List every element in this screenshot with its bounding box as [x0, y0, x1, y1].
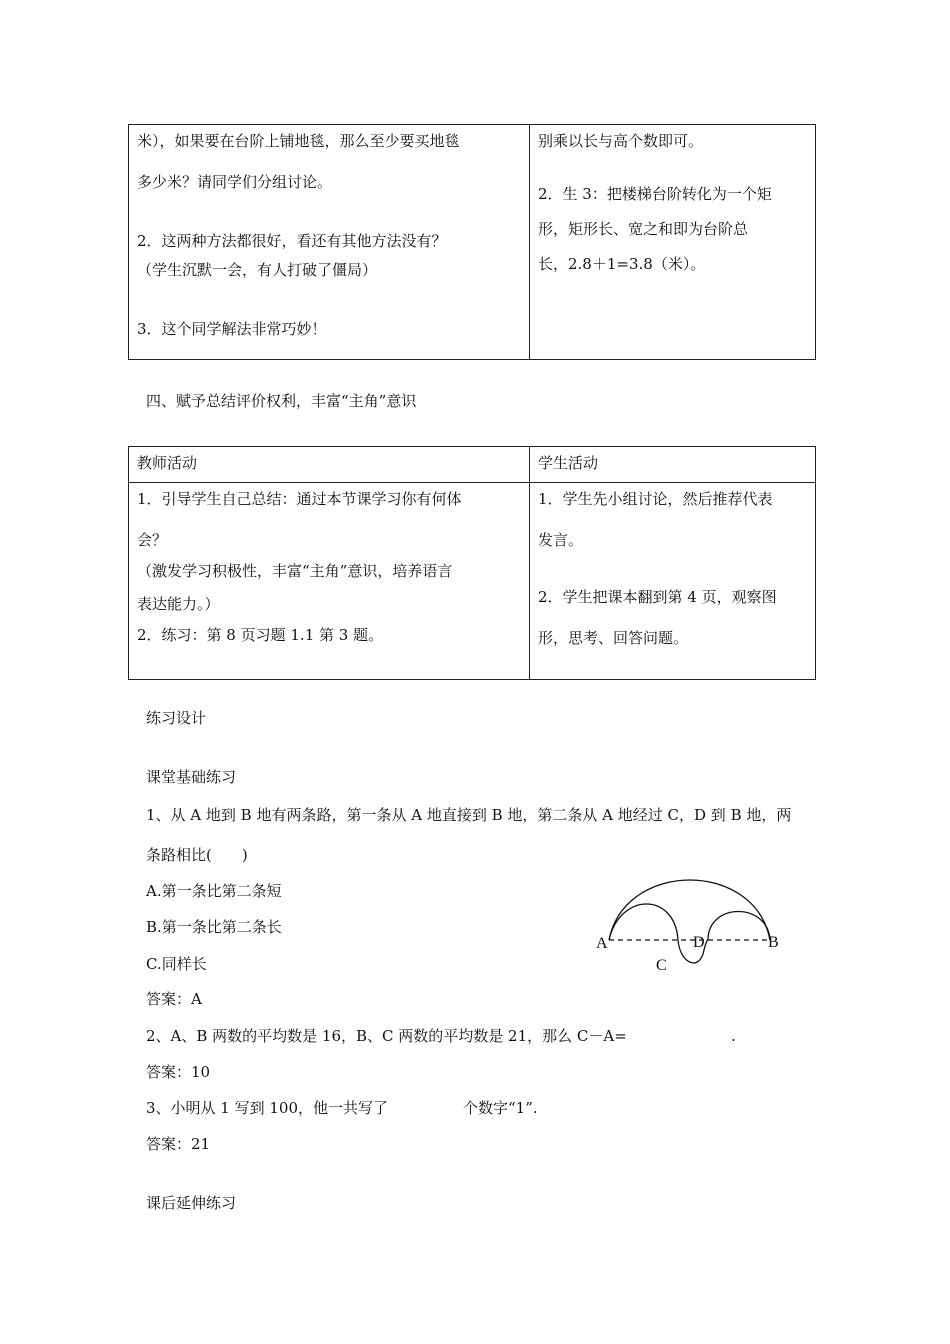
basic-practice-heading: 课堂基础练习	[146, 768, 237, 786]
text-line: （学生沉默一会，有人打破了僵局）	[137, 261, 378, 279]
question-1-line-1: 1、从 A 地到 B 地有两条路，第一条从 A 地直接到 B 地，第二条从 A 地经过 C，D 到 B 地，两	[146, 806, 792, 824]
text-line: 2．生 3：把楼梯台阶转化为一个矩	[538, 185, 772, 203]
text-line: （激发学习积极性，丰富“主角”意识，培养语言	[137, 562, 453, 580]
route-3-left-arc	[609, 904, 678, 940]
text-line: 长，2.8＋1=3.8（米）。	[538, 255, 706, 273]
text-line: 会？	[137, 531, 168, 549]
summary-table	[128, 446, 816, 680]
label-d: D	[693, 934, 705, 951]
option-a: A.第一条比第二条短	[146, 882, 282, 900]
text-line: 形，思考、回答问题。	[538, 629, 689, 647]
extension-practice-heading: 课后延伸练习	[146, 1194, 237, 1212]
header-teacher: 教师活动	[129, 447, 530, 483]
answer-1: 答案：A	[146, 990, 202, 1008]
text-line: 表达能力。）	[137, 595, 220, 613]
question-2: 2、A、B 两数的平均数是 16，B、C 两数的平均数是 21，那么 C－A=	[146, 1027, 627, 1045]
teacher-activity-cell	[129, 125, 530, 360]
text-line: 发言。	[538, 531, 584, 549]
text-line: 米），如果要在台阶上铺地毯，那么至少要买地毯	[137, 132, 460, 150]
question-1-line-2: 条路相比( )	[146, 846, 248, 864]
option-c: C.同样长	[146, 955, 207, 973]
question-3-part-2: 个数字“1”.	[463, 1099, 538, 1117]
question-3-part-1: 3、小明从 1 写到 100，他一共写了	[146, 1099, 389, 1117]
text-line: 2．练习：第 8 页习题 1.1 第 3 题。	[137, 626, 384, 644]
section-heading: 四、赋予总结评价权利，丰富“主角”意识	[146, 392, 417, 410]
text-line: 2．这两种方法都很好，看还有其他方法没有？	[137, 232, 447, 250]
label-a: A	[596, 935, 608, 952]
label-b: B	[768, 934, 779, 951]
option-b: B.第一条比第二条长	[146, 918, 282, 936]
text-line: 形，矩形长、宽之和即为台阶总	[538, 220, 749, 238]
header-student: 学生活动	[530, 447, 816, 483]
teacher-activity-cell	[129, 483, 530, 680]
text-line: 1．学生先小组讨论，然后推荐代表	[538, 490, 773, 508]
label-c: C	[656, 957, 667, 974]
text-line: 2．学生把课本翻到第 4 页，观察图	[538, 588, 777, 606]
text-line: 别乘以长与高个数即可。	[538, 132, 704, 150]
student-activity-cell	[530, 125, 816, 360]
text-line: 1．引导学生自己总结：通过本节课学习你有何体	[137, 490, 462, 508]
answer-3: 答案：21	[146, 1135, 211, 1153]
student-activity-cell	[530, 483, 816, 680]
answer-2: 答案：10	[146, 1063, 211, 1081]
practice-design-heading: 练习设计	[146, 709, 207, 727]
question-2-end: .	[731, 1027, 736, 1045]
route-diagram	[590, 872, 790, 977]
route-2-large-arc	[609, 880, 770, 940]
lesson-table-continued	[128, 124, 816, 360]
text-line: 3．这个同学解法非常巧妙！	[137, 320, 327, 338]
text-line: 多少米？请同学们分组讨论。	[137, 173, 333, 191]
